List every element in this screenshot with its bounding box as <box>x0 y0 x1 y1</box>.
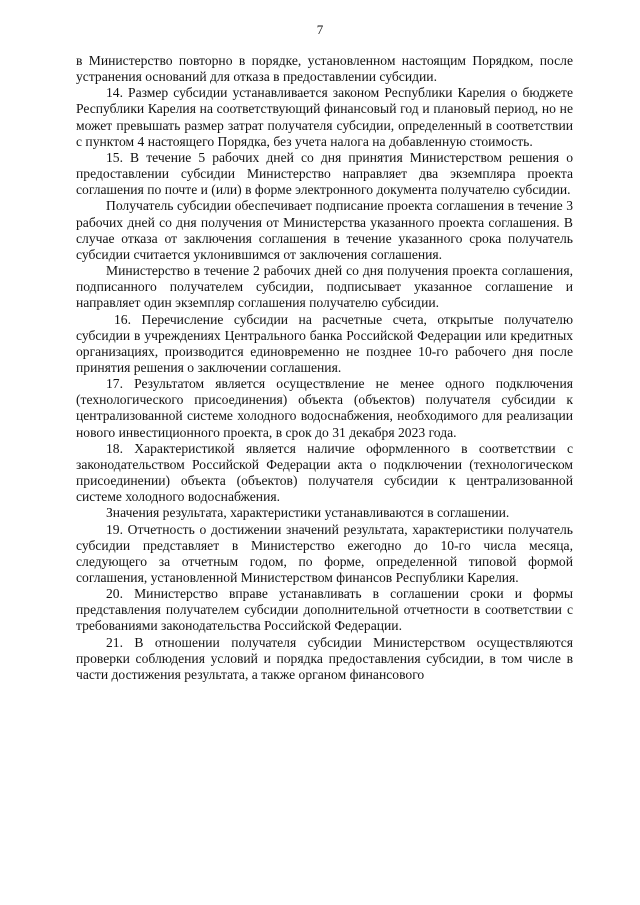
paragraph-19: 19. Отчетность о достижении значений результата, характеристики получатель субсидии представляет в Министерство ежегодно до 10-го числа месяца, следующего за отчетным годом, по форме, определенной типовой формой соглашения, установленной Министерством финансов Республики Карелия. <box>76 521 573 585</box>
paragraph-15: 15. В течение 5 рабочих дней со дня принятия Министерством решения о предоставлении субсидии Министерство направляет два экземпляра проекта соглашения по почте и (или) в форме электронного документа получателю субсидии. <box>76 149 573 198</box>
paragraph-16: 16. Перечисление субсидии на расчетные счета, открытые получателю субсидии в учреждениях Центрального банка Российской Федерации или кредитных организациях, производится единовременно не позднее 10-го рабочего дня после принятия решения о заключении соглашения. <box>76 311 573 375</box>
paragraph-15-ministry: Министерство в течение 2 рабочих дней со дня получения проекта соглашения, подписанного получателем субсидии, подписывает указанное соглашение и направляет один экземпляр соглашения получателю субсидии. <box>76 263 573 311</box>
paragraph-15-signing: Получатель субсидии обеспечивает подписание проекта соглашения в течение 3 рабочих дней со дня получения от Министерства указанного проекта соглашения. В случае отказа от заключения соглашения в течение указанного срока получатель субсидии считается уклонившимся от заключения соглашения. <box>76 198 573 262</box>
paragraph-18: 18. Характеристикой является наличие оформленного в соответствии с законодательством Российской Федерации акта о подключении (технологическом присоединении) объекта (объектов) получателя субсидии к централизованной системе холодного водоснабжения. <box>76 440 573 505</box>
paragraph-17: 17. Результатом является осуществление не менее одного подключения (технологического присоединения) объекта (объектов) получателя субсидии к централизованной системе холодного водоснабжения, необходимого для реализации нового инвестиционного проекта, в срок до 31 декабря 2023 года. <box>76 376 573 440</box>
paragraph-continuation: в Министерство повторно в порядке, установленном настоящим Порядком, после устранения оснований для отказа в предоставлении субсидии. <box>76 53 573 85</box>
paragraph-20: 20. Министерство вправе устанавливать в соглашении сроки и формы представления получателем субсидии дополнительной отчетности в соответствии с требованиями законодательства Российской Федерации. <box>76 586 573 634</box>
page-number: 7 <box>316 22 324 37</box>
paragraph-14: 14. Размер субсидии устанавливается законом Республики Карелия о бюджете Республики Карелия на соответствующий финансовый год и плановый период, но не может превышать размер затрат получателя субсидии, определенный в соответствии с пунктом 4 настоящего Порядка, без учета налога на добавленную стоимость. <box>76 85 573 149</box>
document-body <box>76 53 573 683</box>
paragraph-21: 21. В отношении получателя субсидии Министерством осуществляются проверки соблюдения условий и порядка предоставления субсидии, в том числе в части достижения результата, а также органом финансового <box>76 634 573 682</box>
paragraph-18-values: Значения результата, характеристики устанавливаются в соглашении. <box>106 505 510 521</box>
